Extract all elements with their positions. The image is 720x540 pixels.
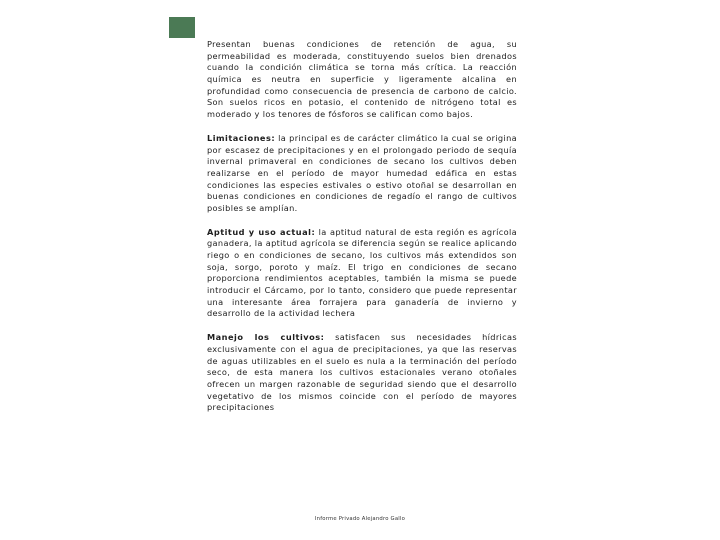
paragraph-limitaciones (207, 133, 517, 215)
paragraph-heading: Limitaciones: (207, 132, 276, 143)
paragraph-text: Presentan buenas condiciones de retención de agua, su permeabilidad es moderada, constituyendo suelos bien drenados cuando la condición climática se torna más crítica. La reacción química es neutra en superficie y ligeramente alcalina en profundidad como consecuencia de presencia de carbono de calcio. Son suelos ricos en potasio, el contenido de nitrógeno total es moderado y los tenores de fósforos se califican como bajos. (207, 39, 517, 119)
accent-square (169, 17, 195, 38)
paragraph-manejo (207, 332, 517, 414)
paragraph-text: la aptitud natural de esta región es agrícola ganadera, la aptitud agrícola se diferencia según se realice aplicando riego o en condiciones de secano, los cultivos más extendidos son soja, sorgo, poroto y maíz. El trigo en condiciones de secano proporciona rendimientos aceptables, también la misma se puede introducir el Cárcamo, por lo tanto, considero que puede representar una interesante área forrajera para ganadería de invierno y desarrollo de la actividad lechera (207, 226, 517, 319)
page-footer: Informe Privado Alejandro Gallo (314, 516, 406, 522)
paragraph-text: satisfacen sus necesidades hídricas exclusivamente con el agua de precipitaciones, ya que las reservas de aguas utilizables en el suelo es nula a la terminación del período seco, de esta manera los cultivos estacionales verano otoñales ofrecen un margen razonable de seguridad siendo que el desarrollo vegetativo de los mismos coincide con el período de mayores precipitaciones (207, 332, 517, 413)
paragraph-aptitud (207, 227, 517, 320)
paragraph-heading: Manejo los cultivos: (207, 332, 325, 343)
paragraph-heading: Aptitud y uso actual: (207, 226, 316, 237)
document-body (207, 39, 517, 426)
paragraph-soil-conditions (207, 39, 517, 121)
paragraph-text: la principal es de carácter climático la cual se origina por escasez de precipitaciones y en el prolongado periodo de sequía invernal primaveral en condiciones de secano los cultivos deben realizarse en el período de mayor humedad edáfica en estas condiciones las especies estivales o estivo otoñal se desarrollan en buenas condiciones en condiciones de regadío el rango de cultivos posibles se amplían. (207, 132, 517, 213)
